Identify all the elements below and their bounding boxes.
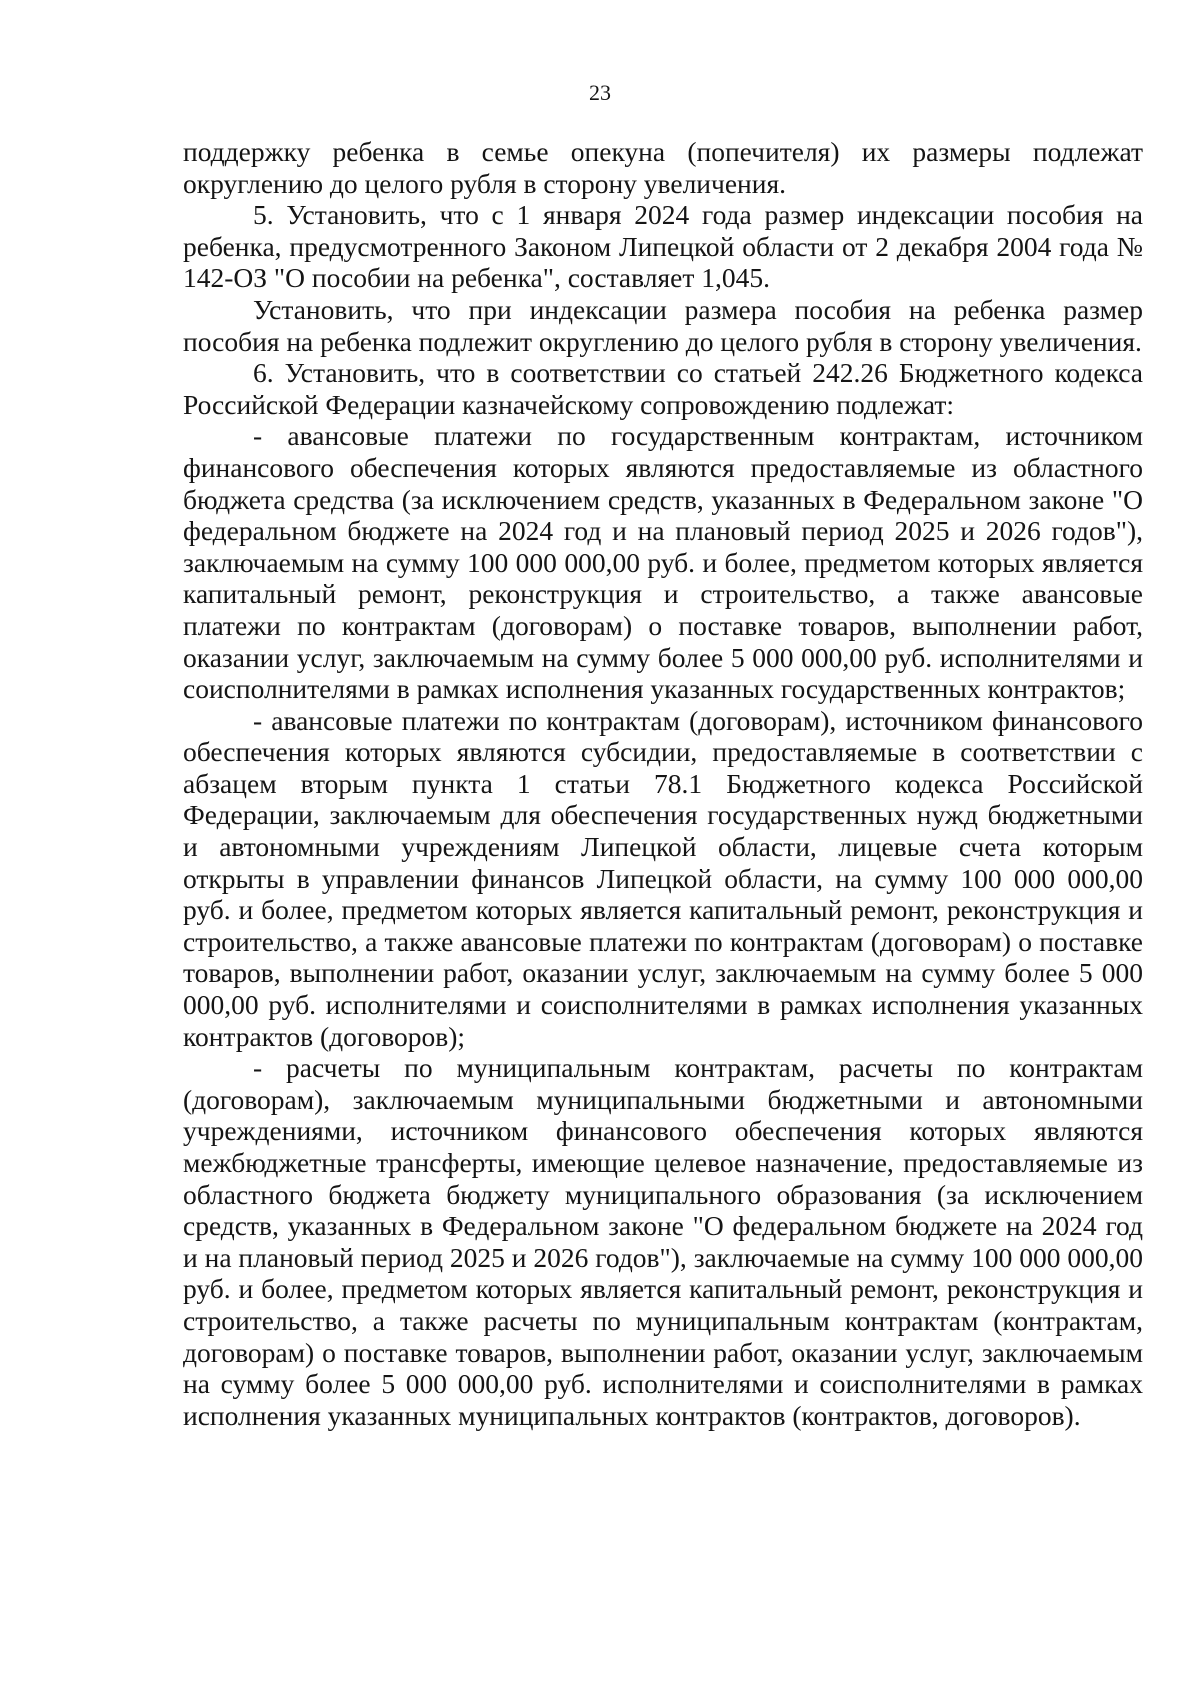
page-number: 23 <box>589 80 611 105</box>
list-item-municipal-contracts: - расчеты по муниципальным контрактам, расчеты по контрактам (договорам), заключаемым муниципальными бюджетными и автономными учреждениями, источником финансового обеспечения которых являются межбюджетные трансферты, имеющие целевое назначение, предоставляемые из областного бюджета бюджету муниципального образования (за исключением средств, указанных в Федеральном законе "О федеральном бюджете на 2024 год и на плановый период 2025 и 2026 годов"), заключаемые на сумму 100 000 000,00 руб. и более, предметом которых является капитальный ремонт, реконструкция и строительство, а также расчеты по муниципальным контрактам (контрактам, договорам) о поставке товаров, выполнении работ, оказании услуг, заключаемым на сумму более 5 000 000,00 руб. исполнителями и соисполнителями в рамках исполнения указанных муниципальных контрактов (контрактов, договоров). <box>183 1052 1143 1431</box>
paragraph-item-5: 5. Установить, что с 1 января 2024 года размер индексации пособия на ребенка, предусмотренного Законом Липецкой области от 2 декабря 2004 года № 142-ОЗ "О пособии на ребенка", составляет 1,045. <box>183 199 1143 294</box>
paragraph-continuation: поддержку ребенка в семье опекуна (попечителя) их размеры подлежат округлению до целого рубля в сторону увеличения. <box>183 136 1143 199</box>
document-body <box>183 136 1143 1431</box>
paragraph-item-6: 6. Установить, что в соответствии со статьей 242.26 Бюджетного кодекса Российской Федерации казначейскому сопровождению подлежат: <box>183 357 1143 420</box>
list-item-state-contracts: - авансовые платежи по государственным контрактам, источником финансового обеспечения которых являются предоставляемые из областного бюджета средства (за исключением средств, указанных в Федеральном законе "О федеральном бюджете на 2024 год и на плановый период 2025 и 2026 годов"), заключаемым на сумму 100 000 000,00 руб. и более, предметом которых является капитальный ремонт, реконструкция и строительство, а также авансовые платежи по контрактам (договорам) о поставке товаров, выполнении работ, оказании услуг, заключаемым на сумму более 5 000 000,00 руб. исполнителями и соисполнителями в рамках исполнения указанных государственных контрактов; <box>183 420 1143 705</box>
list-item-subsidy-contracts: - авансовые платежи по контрактам (договорам), источником финансового обеспечения которых являются субсидии, предоставляемые в соответствии с абзацем вторым пункта 1 статьи 78.1 Бюджетного кодекса Российской Федерации, заключаемым для обеспечения государственных нужд бюджетными и автономными учреждениям Липецкой области, лицевые счета которым открыты в управлении финансов Липецкой области, на сумму 100 000 000,00 руб. и более, предметом которых является капитальный ремонт, реконструкция и строительство, а также авансовые платежи по контрактам (договорам) о поставке товаров, выполнении работ, оказании услуг, заключаемым на сумму более 5 000 000,00 руб. исполнителями и соисполнителями в рамках исполнения указанных контрактов (договоров); <box>183 704 1143 1052</box>
paragraph-rounding-rule: Установить, что при индексации размера пособия на ребенка размер пособия на ребенка подлежит округлению до целого рубля в сторону увеличения. <box>183 293 1143 357</box>
